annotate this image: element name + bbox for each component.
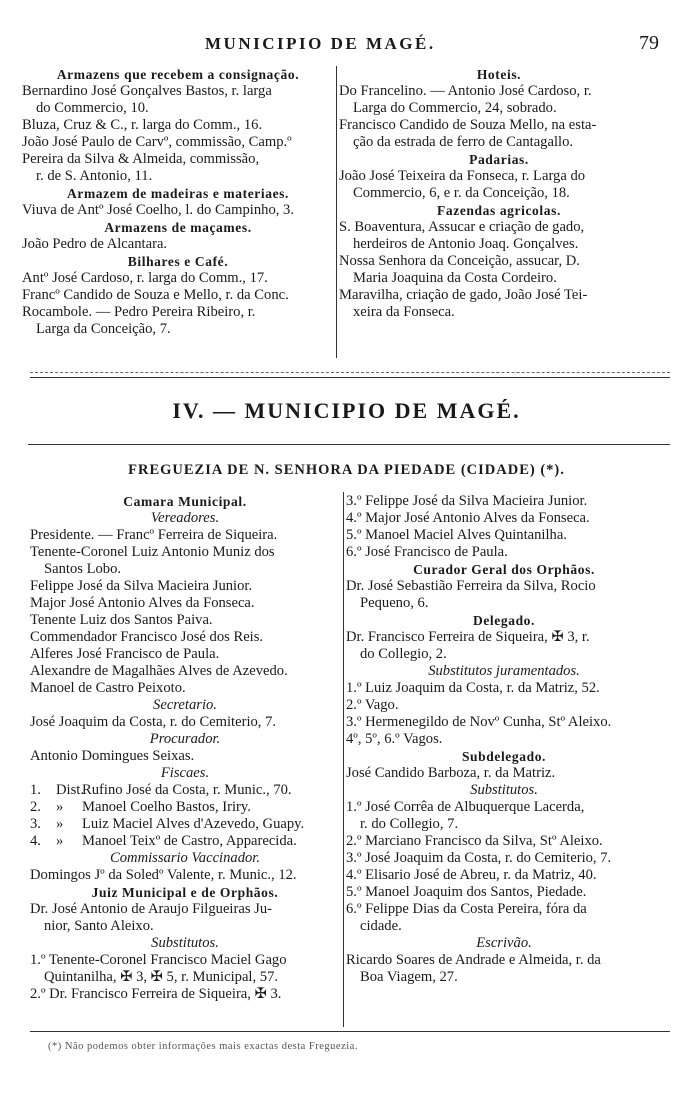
entry-line: 3.º José Joaquim da Costa, r. do Cemiterio, 7. (346, 850, 612, 866)
entry-line: Tenente-Coronel Luiz Antonio Muniz dos (30, 544, 275, 560)
page-number: 79 (639, 32, 659, 54)
entry-line: 6.º José Francisco de Paula. (346, 544, 508, 560)
entry-line: Alferes José Francisco de Paula. (30, 646, 220, 662)
section-heading: Juiz Municipal e de Orphãos. (91, 885, 279, 900)
entry-line: Francº Candido de Souza e Mello, r. da Conc. (22, 287, 289, 303)
subsection-heading: Substitutos. (470, 782, 538, 798)
entry-line: Boa Viagem, 27. (360, 969, 458, 985)
entry-line: Bernardino José Gonçalves Bastos, r. larga (22, 83, 272, 99)
entry-number: 3. (30, 816, 41, 832)
entry-text: Rufino José da Costa, r. Munic., 70. (82, 782, 292, 798)
top-right-column (339, 66, 659, 321)
entry-line: 6.º Felippe Dias da Costa Pereira, fóra da (346, 901, 587, 917)
top-left-column (22, 66, 334, 338)
entry-line: Antonio Domingues Seixas. (30, 748, 195, 764)
entry-number: 1. (30, 782, 41, 798)
subsection-heading: Substitutos. (151, 935, 219, 951)
section-heading: Hoteis. (476, 67, 522, 82)
entry-line: Antº José Cardoso, r. larga do Comm., 17. (22, 270, 268, 286)
entry-line: Viuva de Antº José Coelho, l. do Campinho, 3. (22, 202, 294, 218)
entry-line: João Pedro de Alcantara. (22, 236, 168, 252)
entry-line: xeira da Fonseca. (353, 304, 455, 320)
entry-text: Luiz Maciel Alves d'Azevedo, Guapy. (82, 816, 305, 832)
bottom-right-column (346, 493, 662, 986)
entry-line: S. Boaventura, Assucar e criação de gado, (339, 219, 585, 235)
entry-line: João José Paulo de Carvº, commissão, Camp.º (22, 134, 292, 150)
entry-district: » (56, 833, 64, 849)
section-heading: Padarias. (469, 152, 529, 167)
entry-line: r. de S. Antonio, 11. (36, 168, 153, 184)
section-heading: Armazens de maçames. (104, 220, 252, 235)
entry-line: Dr. José Sebastião Ferreira da Silva, Rocio (346, 578, 596, 594)
fiscal-entry (30, 782, 340, 799)
entry-line: Larga da Conceição, 7. (36, 321, 171, 337)
entry-line: 1.º Luiz Joaquim da Costa, r. da Matriz, 52. (346, 680, 600, 696)
entry-line: do Collegio, 2. (360, 646, 447, 662)
entry-number: 4. (30, 833, 41, 849)
subsection-heading: Secretario. (153, 697, 217, 713)
entry-line: Presidente. — Francº Ferreira de Siqueira. (30, 527, 278, 543)
section-title: IV. — MUNICIPIO DE MAGÉ. (172, 398, 521, 423)
entry-line: José Joaquim da Costa, r. do Cemiterio, 7. (30, 714, 277, 730)
entry-line: Maria Joaquina da Costa Cordeiro. (353, 270, 557, 286)
entry-number: 2. (30, 799, 41, 815)
section-rule-top (30, 372, 670, 373)
entry-line: 2.º Marciano Francisco da Silva, Stº Aleixo. (346, 833, 603, 849)
subsection-heading: Substitutos juramentados. (428, 663, 580, 679)
fiscal-entry (30, 833, 340, 850)
subsection-heading: Escrivão. (476, 935, 532, 951)
entry-text: Manoel Teixº de Castro, Apparecida. (82, 833, 297, 849)
section-heading: Delegado. (472, 613, 536, 628)
entry-line: Manoel de Castro Peixoto. (30, 680, 186, 696)
bottom-left-column (30, 493, 340, 1003)
entry-line: 1.º Tenente-Coronel Francisco Maciel Gago (30, 952, 287, 968)
entry-line: Santos Lobo. (44, 561, 122, 577)
running-head (0, 34, 693, 56)
entry-line: do Commercio, 10. (36, 100, 149, 116)
section-heading: Curador Geral dos Orphãos. (413, 562, 595, 577)
fiscal-entry (30, 799, 340, 816)
entry-district: » (56, 816, 64, 832)
entry-line: Pequeno, 6. (360, 595, 429, 611)
entry-line: João José Teixeira da Fonseca, r. Larga do (339, 168, 586, 184)
entry-line: Domingos Jº da Soledº Valente, r. Munic., 12. (30, 867, 297, 883)
entry-line: 2.º Vago. (346, 697, 399, 713)
entry-line: nior, Santo Aleixo. (44, 918, 154, 934)
entry-line: 4º, 5º, 6.º Vagos. (346, 731, 443, 747)
entry-line: Commercio, 6, e r. da Conceição, 18. (353, 185, 570, 201)
fiscal-entry (30, 816, 340, 833)
entry-district: Dist. (56, 782, 84, 798)
entry-line: Commendador Francisco José dos Reis. (30, 629, 264, 645)
entry-line: Rocambole. — Pedro Pereira Ribeiro, r. (22, 304, 256, 320)
top-column-divider (336, 66, 337, 358)
entry-line: cidade. (360, 918, 402, 934)
entry-line: 5.º Manoel Joaquim dos Santos, Piedade. (346, 884, 587, 900)
entry-line: r. do Collegio, 7. (360, 816, 459, 832)
entry-line: Nossa Senhora da Conceição, assucar, D. (339, 253, 580, 269)
subsection-heading: Commissario Vaccinador. (110, 850, 260, 866)
entry-line: Pereira da Silva & Almeida, commissão, (22, 151, 260, 167)
section-heading: Armazem de madeiras e materiaes. (67, 186, 289, 201)
parish-title: FREGUEZIA DE N. SENHORA DA PIEDADE (CIDADE) (*). (128, 462, 565, 478)
entry-line: Quintanilha, ✠ 3, ✠ 5, r. Municipal, 57. (44, 969, 279, 985)
subsection-heading: Procurador. (149, 731, 221, 747)
entry-line: 2.º Dr. Francisco Ferreira de Siqueira, ✠ 3. (30, 986, 282, 1002)
entry-line: 3.º Hermenegildo de Novº Cunha, Stº Aleixo. (346, 714, 612, 730)
entry-line: herdeiros de Antonio Joaq. Gonçalves. (353, 236, 579, 252)
entry-line: Dr. Francisco Ferreira de Siqueira, ✠ 3, r. (346, 629, 590, 645)
entry-text: Manoel Coelho Bastos, Iriry. (82, 799, 251, 815)
entry-district: » (56, 799, 64, 815)
section-heading: Armazens que recebem a consignação. (56, 67, 300, 82)
section-heading: Subdelegado. (461, 749, 547, 764)
entry-line: Dr. José Antonio de Araujo Filgueiras Ju- (30, 901, 272, 917)
entry-line: 4.º Elisario José de Abreu, r. da Matriz, 40. (346, 867, 597, 883)
bottom-column-divider (343, 492, 344, 1027)
entry-line: Major José Antonio Alves da Fonseca. (30, 595, 255, 611)
entry-line: Do Francelino. — Antonio José Cardoso, r. (339, 83, 592, 99)
entry-line: Alexandre de Magalhães Alves de Azevedo. (30, 663, 288, 679)
entry-line: 5.º Manoel Maciel Alves Quintanilha. (346, 527, 567, 543)
entry-line: Francisco Candido de Souza Mello, na esta- (339, 117, 597, 133)
entry-line: Felippe José da Silva Macieira Junior. (30, 578, 253, 594)
entry-line: ção da estrada de ferro de Cantagallo. (353, 134, 574, 150)
entry-line: Tenente Luiz dos Santos Paiva. (30, 612, 213, 628)
section-heading: Camara Municipal. (123, 494, 247, 509)
entry-line: 4.º Major José Antonio Alves da Fonseca. (346, 510, 590, 526)
section-heading: Bilhares e Café. (127, 254, 229, 269)
entry-line: Ricardo Soares de Andrade e Almeida, r. da (346, 952, 601, 968)
subsection-heading: Vereadores. (150, 510, 220, 526)
footnote-rule (30, 1031, 670, 1032)
entry-line: 3.º Felippe José da Silva Macieira Junior. (346, 493, 588, 509)
running-head-title: MUNICIPIO DE MAGÉ. (205, 34, 436, 53)
section-rule-bottom (30, 377, 670, 378)
entry-line: Bluza, Cruz & C., r. larga do Comm., 16. (22, 117, 263, 133)
entry-line: José Candido Barboza, r. da Matriz. (346, 765, 556, 781)
entry-line: Larga do Commercio, 24, sobrado. (353, 100, 557, 116)
entry-line: 1.º José Corrêa de Albuquerque Lacerda, (346, 799, 585, 815)
footnote: (*) Não podemos obter informações mais exactas desta Freguezia. (48, 1041, 358, 1052)
section-underline (28, 444, 670, 445)
entry-line: Maravilha, criação de gado, João José Tei- (339, 287, 588, 303)
section-heading: Fazendas agricolas. (437, 203, 561, 218)
subsection-heading: Fiscaes. (160, 765, 210, 781)
